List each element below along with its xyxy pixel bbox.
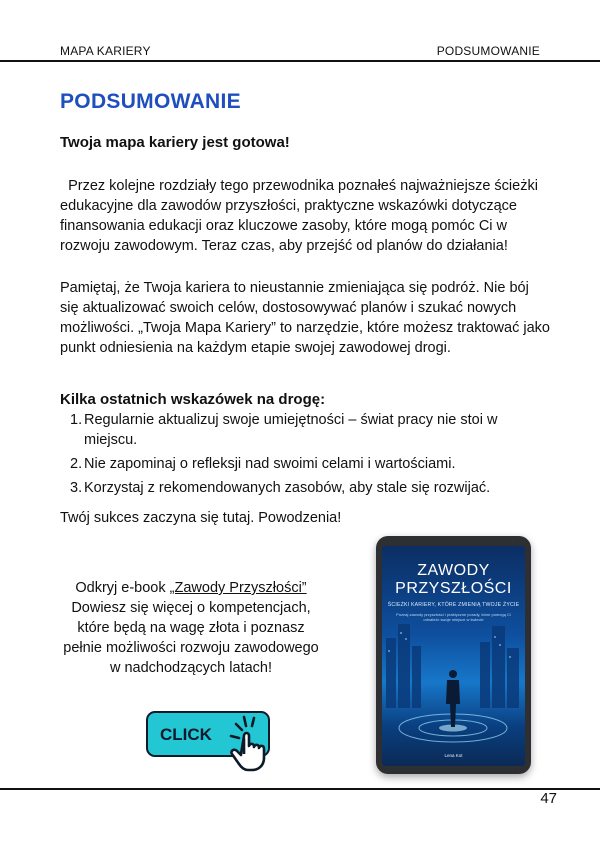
page-number: 47 bbox=[540, 790, 557, 807]
ebook-tablet-mockup[interactable] bbox=[376, 536, 531, 774]
ebook-title-line1: ZAWODY bbox=[417, 562, 490, 579]
ebook-description: Poznaj zawody przyszłości i praktyczne porady, które pomogą Ci odnaleźć swoje miejsce w świecie bbox=[396, 612, 511, 622]
ebook-promo-text bbox=[60, 578, 322, 678]
header-chapter-title: PODSUMOWANIE bbox=[436, 44, 540, 58]
ebook-link[interactable]: „Zawody Przyszłości” bbox=[169, 580, 307, 596]
ebook-title-line2: PRZYSZŁOŚCI bbox=[395, 580, 512, 597]
footer-divider bbox=[0, 788, 600, 790]
closing-line: Twój sukces zaczyna się tutaj. Powodzenia! bbox=[60, 510, 342, 526]
list-item bbox=[60, 478, 550, 498]
ebook-cover bbox=[382, 546, 525, 766]
tips-heading: Kilka ostatnich wskazówek na drogę: bbox=[60, 391, 326, 408]
list-item-number: 1. bbox=[70, 412, 83, 428]
pointing-hand-icon bbox=[218, 714, 280, 772]
list-item-text: Nie zapominaj o refleksji nad swoimi celami i wartościami. bbox=[84, 456, 456, 472]
promo-description: Dowiesz się więcej o kompetencjach, które będą na wagę złota i poznasz pełnie możliwości rozwoju zawodowego w nadchodzących latach! bbox=[63, 600, 319, 676]
header-section-title: MAPA KARIERY bbox=[60, 44, 151, 58]
click-button-label: CLICK bbox=[160, 725, 212, 744]
reminder-paragraph: Pamiętaj, że Twoja kariera to nieustannie zmieniająca się podróż. Nie bój się aktualizować swoich celów, dostosowywać planów i szukać nowych możliwości. „Twoja Mapa Kariery” to narzędzie, które możesz traktować jako punkt odniesienia na każdym etapie swojej zawodowej drogi. bbox=[60, 280, 550, 356]
ebook-subtitle: ŚCIEŻKI KARIERY, KTÓRE ZMIENIĄ TWOJE ŻYCIE bbox=[387, 602, 520, 608]
ebook-author: Lena Kot bbox=[444, 753, 463, 758]
tips-list bbox=[60, 410, 550, 502]
page-subtitle: Twoja mapa kariery jest gotowa! bbox=[60, 134, 290, 151]
list-item-number: 3. bbox=[70, 480, 83, 496]
page-header bbox=[60, 44, 540, 60]
list-item bbox=[60, 410, 550, 450]
promo-prefix: Odkryj e-book bbox=[75, 580, 170, 596]
intro-paragraph-text: Przez kolejne rozdziały tego przewodnika poznałeś najważniejsze ścieżki edukacyjne dla zawodów przyszłości, praktyczne wskazówki dotyczące finansowania edukacji oraz kluczowe zasoby, które mogą pomóc Ci w rozwoju zawodowym. Teraz czas, aby przejść od planów do działania! bbox=[60, 178, 538, 254]
list-item bbox=[60, 454, 550, 474]
intro-paragraph bbox=[60, 176, 550, 256]
list-item-text: Regularnie aktualizuj swoje umiejętności – świat pracy nie stoi w miejscu. bbox=[84, 412, 498, 448]
list-item-number: 2. bbox=[70, 456, 83, 472]
page-title: PODSUMOWANIE bbox=[60, 90, 241, 113]
header-divider bbox=[0, 60, 600, 62]
list-item-text: Korzystaj z rekomendowanych zasobów, aby stale się rozwijać. bbox=[84, 480, 491, 496]
